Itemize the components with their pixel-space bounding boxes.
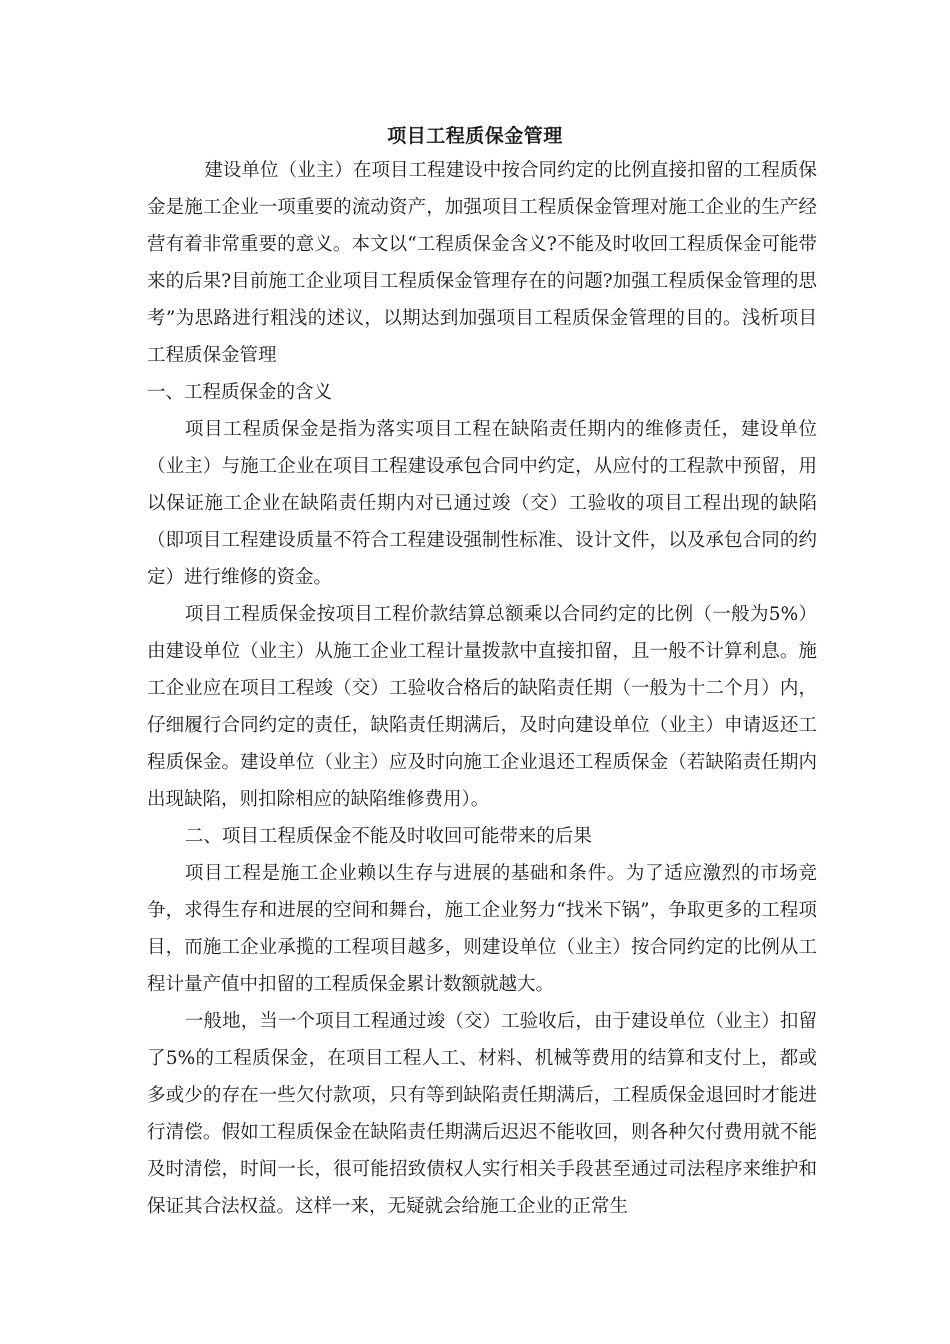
- paragraph-intro: 建设单位（业主）在项目工程建设中按合同约定的比例直接扣留的工程质保金是施工企业一项重要的流动资产，加强项目工程质保金管理对施工企业的生产经营有着非常重要的意义。本文以“工程质保金含义?不能及时收回工程质保金可能带来的后果?目前施工企业项目工程质保金管理存在的问题?加强工程质保金管理的思考”为思路进行粗浅的述议，以期达到加强项目工程质保金管理的目的。浅析项目工程质保金管理: [147, 160, 817, 366]
- document-body: [147, 152, 817, 1225]
- section-heading-2: 二、项目工程质保金不能及时收回可能带来的后果: [184, 826, 592, 847]
- paragraph-calculation: 项目工程质保金按项目工程价款结算总额乘以合同约定的比例（一般为5%）由建设单位（业主）从施工企业工程计量拨款中直接扣留，且一般不计算利息。施工企业应在项目工程竣（交）工验收合格后的缺陷责任期（一般为十二个月）内，仔细履行合同约定的责任，缺陷责任期满后，及时向建设单位（业主）申请返还工程质保金。建设单位（业主）应及时向施工企业退还工程质保金（若缺陷责任期内出现缺陷，则扣除相应的缺陷维修费用）。: [147, 604, 817, 810]
- paragraph-definition: 项目工程质保金是指为落实项目工程在缺陷责任期内的维修责任，建设单位（业主）与施工企业在项目工程建设承包合同中约定，从应付的工程款中预留，用以保证施工企业在缺陷责任期内对已通过竣（交）工验收的项目工程出现的缺陷（即项目工程建设质量不符合工程建设强制性标准、设计文件，以及承包合同的约定）进行维修的资金。: [147, 419, 817, 588]
- document-title: 项目工程质保金管理: [387, 125, 563, 147]
- paragraph-background: 项目工程是施工企业赖以生存与进展的基础和条件。为了适应激烈的市场竞争，求得生存和进展的空间和舞台，施工企业努力“找米下锅”，争取更多的工程项目，而施工企业承揽的工程项目越多，则建设单位（业主）按合同约定的比例从工程计量产值中扣留的工程质保金累计数额就越大。: [147, 863, 817, 995]
- section-heading-1: 一、工程质保金的含义: [147, 382, 333, 403]
- paragraph-consequences: 一般地，当一个项目工程通过竣（交）工验收后，由于建设单位（业主）扣留了5%的工程质保金，在项目工程人工、材料、机械等费用的结算和支付上，都或多或少的存在一些欠付款项，只有等到缺陷责任期满后，工程质保金退回时才能进行清偿。假如工程质保金在缺陷责任期满后迟迟不能收回，则各种欠付费用就不能及时清偿，时间一长，很可能招致债权人实行相关手段甚至通过司法程序来维护和保证其合法权益。这样一来，无疑就会给施工企业的正常生: [147, 1011, 817, 1217]
